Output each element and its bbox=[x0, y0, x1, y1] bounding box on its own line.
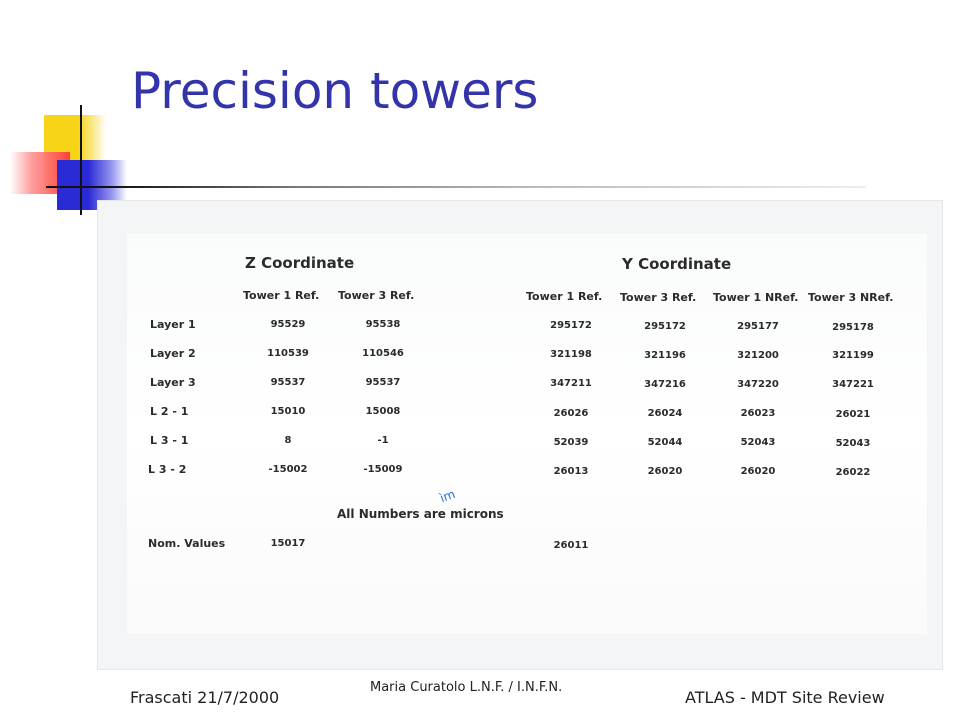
table-cell: 95529 bbox=[270, 319, 306, 330]
nominal-value-y: 26011 bbox=[553, 540, 589, 551]
table-cell: 321199 bbox=[832, 350, 874, 361]
table-cell: 295178 bbox=[832, 322, 874, 333]
y-col-header-tower1-ref: Tower 1 Ref. bbox=[526, 290, 603, 303]
table-cell: 8 bbox=[284, 435, 292, 446]
table-cell: 15008 bbox=[365, 406, 401, 417]
table-cell: 295177 bbox=[737, 321, 779, 332]
z-coordinate-heading: Z Coordinate bbox=[245, 254, 355, 272]
table-cell: 321200 bbox=[737, 350, 779, 361]
footer-author: Maria Curatolo L.N.F. / I.N.F.N. bbox=[370, 680, 563, 695]
table-cell: -15002 bbox=[268, 464, 308, 475]
table-cell: 26020 bbox=[740, 466, 776, 477]
table-cell: 95537 bbox=[270, 377, 306, 388]
scanned-table-image bbox=[97, 200, 943, 670]
row-label: L 3 - 2 bbox=[148, 463, 187, 476]
table-cell: -15009 bbox=[363, 464, 403, 475]
footer-date-location: Frascati 21/7/2000 bbox=[130, 688, 280, 707]
y-coordinate-heading: Y Coordinate bbox=[622, 255, 732, 273]
units-note: All Numbers are microns bbox=[337, 507, 504, 521]
table-cell: 95538 bbox=[365, 319, 401, 330]
y-col-header-tower3-nref: Tower 3 NRef. bbox=[808, 291, 894, 304]
table-cell: 26026 bbox=[553, 408, 589, 419]
table-cell: 26023 bbox=[740, 408, 776, 419]
table-cell: 15010 bbox=[270, 406, 306, 417]
table-cell: 295172 bbox=[644, 321, 686, 332]
title-underline bbox=[46, 186, 866, 188]
table-cell: 26024 bbox=[647, 408, 683, 419]
y-col-header-tower1-nref: Tower 1 NRef. bbox=[713, 291, 799, 304]
row-label: Layer 2 bbox=[150, 347, 196, 360]
table-cell: 52043 bbox=[835, 438, 871, 449]
table-cell: 52039 bbox=[553, 437, 589, 448]
table-cell: 347216 bbox=[644, 379, 686, 390]
z-col-header-tower1-ref: Tower 1 Ref. bbox=[243, 289, 320, 302]
y-col-header-tower3-ref: Tower 3 Ref. bbox=[620, 291, 697, 304]
row-label: Layer 1 bbox=[150, 318, 196, 331]
table-cell: 347220 bbox=[737, 379, 779, 390]
table-cell: 110546 bbox=[362, 348, 404, 359]
table-cell: 321196 bbox=[644, 350, 686, 361]
table-cell: 26013 bbox=[553, 466, 589, 477]
footer-event: ATLAS - MDT Site Review bbox=[685, 688, 885, 707]
table-cell: 347211 bbox=[550, 378, 592, 389]
decorative-vertical-line bbox=[80, 105, 82, 215]
table-cell: 26020 bbox=[647, 466, 683, 477]
table-cell: 26021 bbox=[835, 409, 871, 420]
table-cell: -1 bbox=[377, 435, 389, 446]
row-label: L 3 - 1 bbox=[150, 434, 189, 447]
table-cell: 52043 bbox=[740, 437, 776, 448]
table-cell: 95537 bbox=[365, 377, 401, 388]
handwritten-mu-annotation: ìm bbox=[438, 486, 457, 506]
table-cell: 321198 bbox=[550, 349, 592, 360]
table-cell: 110539 bbox=[267, 348, 309, 359]
table-cell: 52044 bbox=[647, 437, 683, 448]
row-label: L 2 - 1 bbox=[150, 405, 189, 418]
row-label: Layer 3 bbox=[150, 376, 196, 389]
table-cell: 295172 bbox=[550, 320, 592, 331]
nominal-values-label: Nom. Values bbox=[148, 537, 226, 550]
slide-title: Precision towers bbox=[131, 62, 539, 120]
table-cell: 347221 bbox=[832, 379, 874, 390]
z-col-header-tower3-ref: Tower 3 Ref. bbox=[338, 289, 415, 302]
table-cell: 26022 bbox=[835, 467, 871, 478]
nominal-value-z: 15017 bbox=[270, 538, 306, 549]
